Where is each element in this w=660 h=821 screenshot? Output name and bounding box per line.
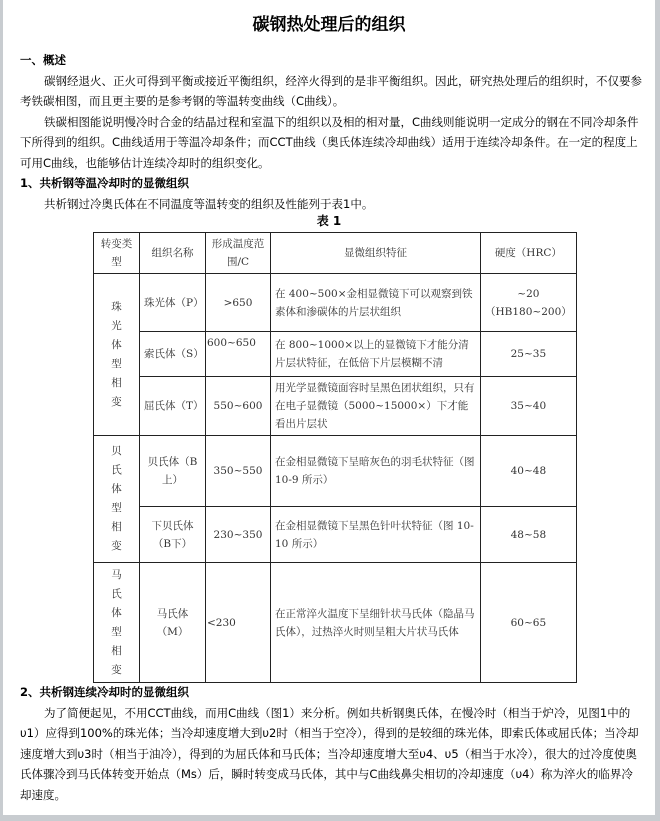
type-cell: 贝氏体型相变	[94, 436, 140, 563]
feature-cell: 用光学显微镜面容时呈黑色团状组织，只有在电子显微镜（5000~15000×）下才能看出片层状	[271, 377, 481, 436]
hardness-cell: ~20（HB180~200）	[481, 274, 577, 332]
feature-cell: 在 400~500×金相显微镜下可以观察到铁素体和渗碳体的片层状组织	[271, 274, 481, 332]
table-caption: 表 1	[316, 214, 342, 228]
header-cell: 形成温度范围/C	[206, 233, 271, 274]
overview-section	[20, 50, 642, 214]
paragraph: 共析钢过冷奥氏体在不同温度等温转变的组织及性能列于表1中。	[44, 196, 374, 211]
name-cell: 珠光体（P）	[140, 274, 206, 332]
hardness-cell: 25~35	[481, 332, 577, 377]
table-row	[94, 377, 577, 436]
header-cell: 硬度（HRC）	[481, 233, 577, 274]
table-row	[94, 332, 577, 377]
section-heading: 1、共析钢等温冷却时的显微组织	[20, 176, 189, 190]
feature-cell: 在金相显微镜下呈暗灰色的羽毛状特征（图 10-9 所示）	[271, 436, 481, 507]
hardness-cell: 40~48	[481, 436, 577, 507]
header-cell: 显微组织特征	[271, 233, 481, 274]
name-cell: 贝氏体（B上）	[140, 436, 206, 507]
temp-cell: >650	[206, 274, 271, 332]
temp-cell: 600~650	[206, 332, 271, 377]
table-header-row	[94, 233, 577, 274]
temp-cell: 230~350	[206, 507, 271, 563]
section-heading: 一、概述	[20, 53, 66, 67]
name-cell: 屈氏体（T）	[140, 377, 206, 436]
header-cell: 组织名称	[140, 233, 206, 274]
table-row	[94, 436, 577, 507]
name-cell: 马氏体（M）	[140, 563, 206, 683]
document-page	[3, 0, 655, 815]
section-heading: 2、共析钢连续冷却时的显微组织	[20, 685, 189, 699]
temp-cell: 550~600	[206, 377, 271, 436]
structure-table	[93, 232, 577, 683]
temp-cell: <230	[206, 563, 271, 683]
paragraph: 为了简便起见，不用CCT曲线，而用C曲线（图1）来分析。例如共析钢奥氏体，在慢冷时（相当于炉冷，见图1中的υ1）应得到100%的珠光体；当冷却速度增大到υ2时（相当于空冷），得到的是较细的珠光体，即索氏体或屈氏体；当冷却速度增大到υ3时（相当于油冷），得到的为屈氏体和马氏体；当冷却速度增大至υ4、υ5（相当于水冷），很大的过冷度使奥氏体骤冷到马氏体转变开始点（Ms）后，瞬时转变成马氏体，其中与C曲线鼻尖相切的冷却速度（υ4）称为淬火的临界冷却速度。	[20, 705, 639, 802]
hardness-cell: 48~58	[481, 507, 577, 563]
page-title: 碳钢热处理后的组织	[252, 15, 406, 35]
continuous-cooling-section	[20, 682, 642, 805]
paragraph: 铁碳相图能说明慢冷时合金的结晶过程和室温下的组织以及相的相对量，C曲线则能说明一定成分的钢在不同冷却条件下所得到的组织。C曲线适用于等温冷却条件；而CCT曲线（奥氏体连续冷却曲线）适用于连续冷却条件。在一定的程度上可用C曲线，也能够估计连续冷却时的组织变化。	[20, 114, 639, 170]
type-cell: 珠光体型相变	[94, 274, 140, 436]
hardness-cell: 60~65	[481, 563, 577, 683]
name-cell: 下贝氏体（B下）	[140, 507, 206, 563]
table-row	[94, 507, 577, 563]
feature-cell: 在正常淬火温度下呈细针状马氏体（隐晶马氏体），过热淬火时则呈粗大片状马氏体	[271, 563, 481, 683]
hardness-cell: 35~40	[481, 377, 577, 436]
table-row	[94, 274, 577, 332]
header-cell: 转变类型	[94, 233, 140, 274]
feature-cell: 在金相显微镜下呈黑色针叶状特征（图 10-10 所示）	[271, 507, 481, 563]
name-cell: 索氏体（S）	[140, 332, 206, 377]
type-cell: 马氏体型相变	[94, 563, 140, 683]
table-row	[94, 563, 577, 683]
paragraph: 碳钢经退火、正火可得到平衡或接近平衡组织，经淬火得到的是非平衡组织。因此，研究热处理后的组织时，不仅要参考铁碳相图，而且更主要的是参考钢的等温转变曲线（C曲线）。	[20, 73, 642, 108]
feature-cell: 在 800~1000×以上的显微镜下才能分清片层状特征，在低倍下片层模糊不清	[271, 332, 481, 377]
temp-cell: 350~550	[206, 436, 271, 507]
